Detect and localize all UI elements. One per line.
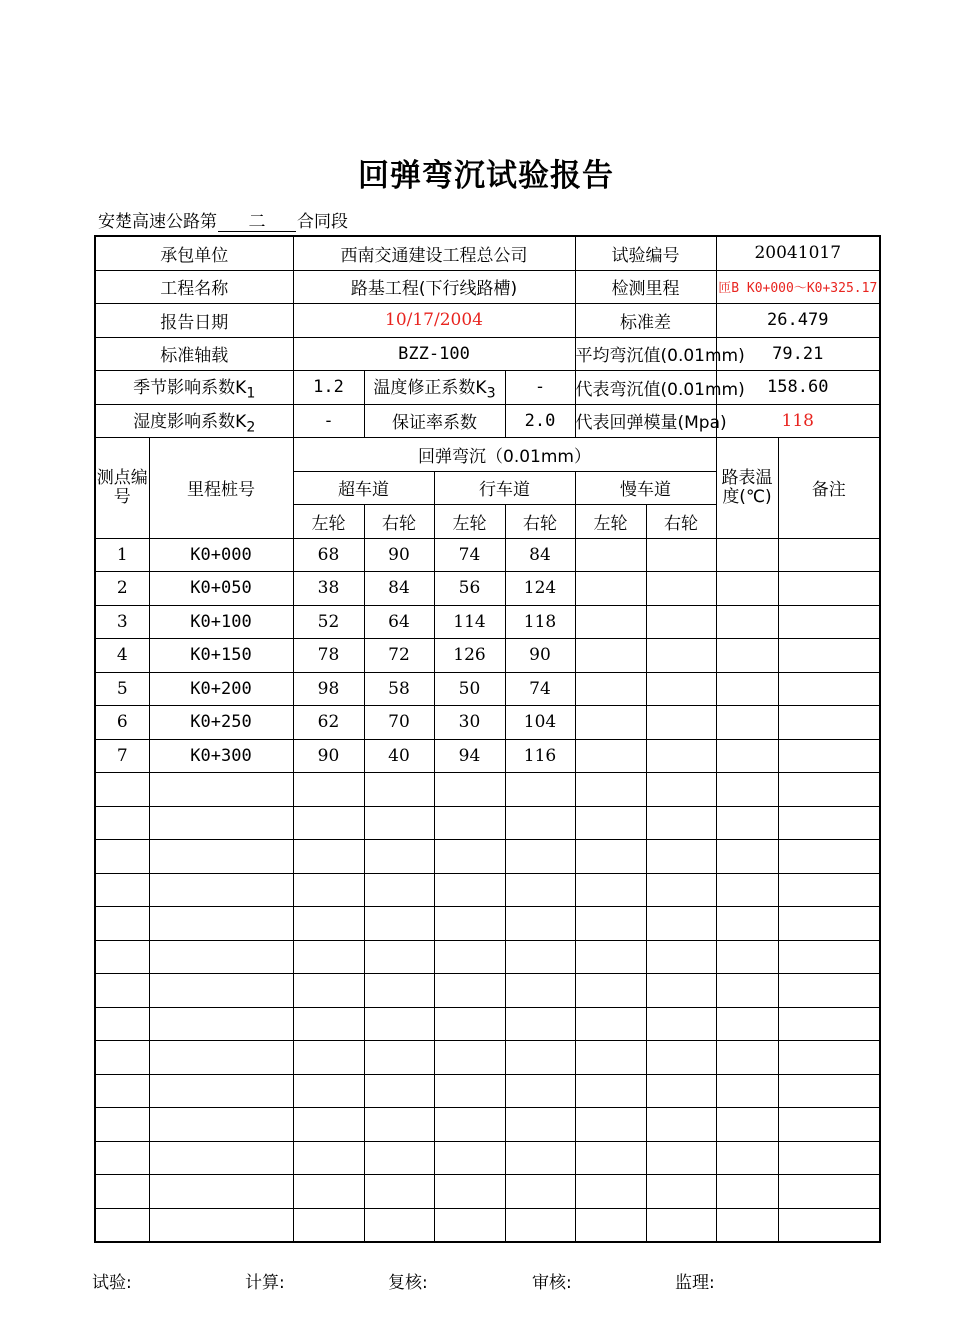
deflection-cell xyxy=(364,1141,434,1175)
left-wheel-header: 左轮 xyxy=(434,505,505,539)
table-row xyxy=(95,840,880,874)
deflection-cell xyxy=(575,639,646,673)
k2-label: 湿度影响系数$K_2$ xyxy=(95,404,293,438)
temp-cell xyxy=(716,739,778,773)
deflection-cell xyxy=(646,940,716,974)
deflection-cell xyxy=(646,1108,716,1142)
deflection-cell xyxy=(646,572,716,606)
deflection-cell xyxy=(575,605,646,639)
info-row-contractor xyxy=(95,236,880,270)
deflection-cell xyxy=(646,873,716,907)
lane-driving-header: 行车道 xyxy=(434,471,575,505)
deflection-cell xyxy=(575,672,646,706)
contract-section xyxy=(98,207,348,232)
point-no-cell xyxy=(95,1007,149,1041)
deflection-cell: 84 xyxy=(505,538,575,572)
deflection-cell xyxy=(646,739,716,773)
project-value: 路基工程(下行线路槽) xyxy=(293,270,575,304)
deflection-cell xyxy=(434,1041,505,1075)
remarks-cell xyxy=(778,706,880,740)
deflection-header: 回弹弯沉（0.01mm） xyxy=(293,438,716,472)
point-no-cell: 6 xyxy=(95,706,149,740)
remarks-header: 备注 xyxy=(778,438,880,539)
remarks-cell xyxy=(778,538,880,572)
deflection-cell xyxy=(434,873,505,907)
deflection-cell: 84 xyxy=(364,572,434,606)
deflection-cell xyxy=(646,639,716,673)
deflection-cell xyxy=(364,1074,434,1108)
station-cell xyxy=(149,1175,293,1209)
signature-tester: 试验: xyxy=(92,1273,132,1293)
deflection-cell xyxy=(646,1041,716,1075)
avg-deflection-value: 79.21 xyxy=(716,337,880,371)
left-wheel-header: 左轮 xyxy=(293,505,364,539)
deflection-cell xyxy=(293,1175,364,1209)
station-cell xyxy=(149,1074,293,1108)
station-cell xyxy=(149,840,293,874)
table-row xyxy=(95,1007,880,1041)
temp-cell xyxy=(716,672,778,706)
temp-cell xyxy=(716,1074,778,1108)
deflection-cell xyxy=(575,1175,646,1209)
temp-cell xyxy=(716,907,778,941)
table-row xyxy=(95,605,880,639)
temp-cell xyxy=(716,639,778,673)
station-cell xyxy=(149,873,293,907)
deflection-cell: 124 xyxy=(505,572,575,606)
deflection-cell xyxy=(646,840,716,874)
table-row xyxy=(95,773,880,807)
table-row xyxy=(95,1208,880,1242)
modulus-value: 118 xyxy=(716,404,880,438)
k2-value: - xyxy=(293,404,364,438)
deflection-cell xyxy=(293,1074,364,1108)
deflection-cell: 90 xyxy=(505,639,575,673)
deflection-cell: 38 xyxy=(293,572,364,606)
temp-cell xyxy=(716,873,778,907)
station-cell xyxy=(149,1108,293,1142)
station-cell: K0+250 xyxy=(149,706,293,740)
remarks-cell xyxy=(778,1108,880,1142)
remarks-cell xyxy=(778,940,880,974)
table-row xyxy=(95,706,880,740)
deflection-cell xyxy=(364,773,434,807)
deflection-cell xyxy=(575,1007,646,1041)
signature-review: 审核: xyxy=(532,1273,572,1293)
deflection-cell xyxy=(505,1208,575,1242)
remarks-cell xyxy=(778,672,880,706)
header-row-1 xyxy=(95,438,880,472)
std-dev-value: 26.479 xyxy=(716,304,880,338)
deflection-cell xyxy=(575,840,646,874)
deflection-cell xyxy=(364,1007,434,1041)
deflection-cell xyxy=(434,1175,505,1209)
table-row xyxy=(95,1041,880,1075)
deflection-cell: 90 xyxy=(364,538,434,572)
deflection-cell: 68 xyxy=(293,538,364,572)
deflection-cell: 74 xyxy=(505,672,575,706)
table-row xyxy=(95,572,880,606)
deflection-cell xyxy=(434,1074,505,1108)
deflection-cell xyxy=(505,806,575,840)
deflection-cell xyxy=(434,806,505,840)
table-row xyxy=(95,1175,880,1209)
deflection-cell xyxy=(646,806,716,840)
station-cell xyxy=(149,940,293,974)
deflection-cell xyxy=(646,974,716,1008)
deflection-cell xyxy=(505,1108,575,1142)
point-no-header: 测点编号 xyxy=(95,438,149,539)
deflection-cell xyxy=(293,1007,364,1041)
deflection-cell xyxy=(646,672,716,706)
temp-header: 路表温度(℃) xyxy=(716,438,778,539)
point-no-cell xyxy=(95,840,149,874)
point-no-cell xyxy=(95,1041,149,1075)
point-no-cell: 7 xyxy=(95,739,149,773)
report-table xyxy=(94,235,881,1243)
deflection-cell: 30 xyxy=(434,706,505,740)
table-row xyxy=(95,538,880,572)
contractor-value: 西南交通建设工程总公司 xyxy=(293,236,575,270)
deflection-cell xyxy=(646,773,716,807)
left-wheel-header: 左轮 xyxy=(575,505,646,539)
table-row xyxy=(95,1141,880,1175)
deflection-cell: 78 xyxy=(293,639,364,673)
deflection-cell: 98 xyxy=(293,672,364,706)
point-no-cell xyxy=(95,1108,149,1142)
station-cell: K0+200 xyxy=(149,672,293,706)
deflection-cell xyxy=(575,806,646,840)
remarks-cell xyxy=(778,1208,880,1242)
deflection-cell xyxy=(575,1141,646,1175)
deflection-cell xyxy=(364,806,434,840)
deflection-cell xyxy=(575,873,646,907)
point-no-cell: 1 xyxy=(95,538,149,572)
deflection-cell: 104 xyxy=(505,706,575,740)
deflection-cell: 74 xyxy=(434,538,505,572)
deflection-cell xyxy=(434,1141,505,1175)
deflection-cell xyxy=(575,538,646,572)
table-row xyxy=(95,806,880,840)
deflection-cell xyxy=(434,773,505,807)
station-header: 里程桩号 xyxy=(149,438,293,539)
temp-cell xyxy=(716,1007,778,1041)
remarks-cell xyxy=(778,974,880,1008)
remarks-cell xyxy=(778,605,880,639)
k3-value: - xyxy=(505,371,575,405)
deflection-cell xyxy=(575,572,646,606)
remarks-cell xyxy=(778,1007,880,1041)
right-wheel-header: 右轮 xyxy=(646,505,716,539)
right-wheel-header: 右轮 xyxy=(505,505,575,539)
temp-cell xyxy=(716,1141,778,1175)
station-cell: K0+100 xyxy=(149,605,293,639)
point-no-cell xyxy=(95,940,149,974)
station-cell xyxy=(149,907,293,941)
point-no-cell xyxy=(95,773,149,807)
rep-deflection-value: 158.60 xyxy=(716,371,880,405)
info-row-axle xyxy=(95,337,880,371)
deflection-cell xyxy=(575,773,646,807)
axle-value: BZZ-100 xyxy=(293,337,575,371)
station-cell xyxy=(149,1041,293,1075)
table-row xyxy=(95,1108,880,1142)
deflection-cell xyxy=(575,1074,646,1108)
deflection-cell xyxy=(434,1108,505,1142)
temp-cell xyxy=(716,572,778,606)
remarks-cell xyxy=(778,806,880,840)
deflection-cell xyxy=(505,1007,575,1041)
deflection-cell xyxy=(293,1041,364,1075)
deflection-cell xyxy=(646,538,716,572)
table-row xyxy=(95,739,880,773)
table-row xyxy=(95,974,880,1008)
remarks-cell xyxy=(778,572,880,606)
deflection-cell xyxy=(364,1175,434,1209)
avg-deflection-label: 平均弯沉值(0.01mm) xyxy=(575,337,716,371)
deflection-cell: 52 xyxy=(293,605,364,639)
deflection-cell xyxy=(575,907,646,941)
deflection-cell xyxy=(505,773,575,807)
deflection-cell xyxy=(293,1108,364,1142)
temp-cell xyxy=(716,538,778,572)
station-cell: K0+150 xyxy=(149,639,293,673)
axle-label: 标准轴载 xyxy=(95,337,293,371)
temp-cell xyxy=(716,806,778,840)
deflection-cell xyxy=(434,940,505,974)
point-no-cell: 5 xyxy=(95,672,149,706)
deflection-cell: 58 xyxy=(364,672,434,706)
chainage-value: 匝B K0+000～K0+325.17 xyxy=(716,270,880,304)
deflection-cell xyxy=(575,940,646,974)
deflection-cell xyxy=(646,1007,716,1041)
temp-cell xyxy=(716,1108,778,1142)
temp-cell xyxy=(716,605,778,639)
deflection-cell xyxy=(364,1208,434,1242)
deflection-cell xyxy=(364,840,434,874)
info-row-k2 xyxy=(95,404,880,438)
point-no-cell xyxy=(95,907,149,941)
station-cell: K0+050 xyxy=(149,572,293,606)
right-wheel-header: 右轮 xyxy=(364,505,434,539)
deflection-cell: 40 xyxy=(364,739,434,773)
temp-cell xyxy=(716,1175,778,1209)
deflection-cell: 118 xyxy=(505,605,575,639)
remarks-cell xyxy=(778,639,880,673)
deflection-cell: 90 xyxy=(293,739,364,773)
guarantee-label: 保证率系数 xyxy=(364,404,505,438)
deflection-cell xyxy=(293,840,364,874)
deflection-cell: 114 xyxy=(434,605,505,639)
station-cell xyxy=(149,1007,293,1041)
table-row xyxy=(95,672,880,706)
remarks-cell xyxy=(778,1074,880,1108)
temp-cell xyxy=(716,1208,778,1242)
deflection-cell xyxy=(293,1141,364,1175)
deflection-cell: 64 xyxy=(364,605,434,639)
test-no-value: 20041017 xyxy=(716,236,880,270)
date-label: 报告日期 xyxy=(95,304,293,338)
point-no-cell xyxy=(95,1175,149,1209)
deflection-cell: 56 xyxy=(434,572,505,606)
table-row xyxy=(95,940,880,974)
modulus-label: 代表回弹模量(Mpa) xyxy=(575,404,716,438)
deflection-cell xyxy=(293,940,364,974)
guarantee-value: 2.0 xyxy=(505,404,575,438)
deflection-cell xyxy=(505,1175,575,1209)
point-no-cell: 4 xyxy=(95,639,149,673)
std-dev-label: 标准差 xyxy=(575,304,716,338)
k1-label: 季节影响系数$K_1$ xyxy=(95,371,293,405)
deflection-cell: 62 xyxy=(293,706,364,740)
lane-passing-header: 超车道 xyxy=(293,471,434,505)
project-label: 工程名称 xyxy=(95,270,293,304)
temp-cell xyxy=(716,974,778,1008)
deflection-cell xyxy=(505,907,575,941)
station-cell: K0+300 xyxy=(149,739,293,773)
remarks-cell xyxy=(778,1041,880,1075)
remarks-cell xyxy=(778,773,880,807)
deflection-cell xyxy=(505,1041,575,1075)
remarks-cell xyxy=(778,873,880,907)
point-no-cell xyxy=(95,1074,149,1108)
deflection-cell xyxy=(505,1141,575,1175)
deflection-cell xyxy=(364,1108,434,1142)
point-no-cell: 2 xyxy=(95,572,149,606)
deflection-cell xyxy=(434,840,505,874)
deflection-cell xyxy=(293,773,364,807)
section-number: 二 xyxy=(218,213,296,232)
table-row xyxy=(95,907,880,941)
point-no-cell xyxy=(95,873,149,907)
station-cell xyxy=(149,806,293,840)
temp-cell xyxy=(716,840,778,874)
deflection-cell: 94 xyxy=(434,739,505,773)
temp-cell xyxy=(716,1041,778,1075)
date-value: 10/17/2004 xyxy=(293,304,575,338)
station-cell: K0+000 xyxy=(149,538,293,572)
point-no-cell xyxy=(95,806,149,840)
point-no-cell xyxy=(95,1141,149,1175)
signature-check: 复核: xyxy=(388,1273,428,1293)
deflection-cell xyxy=(646,1074,716,1108)
deflection-cell xyxy=(575,974,646,1008)
info-row-project xyxy=(95,270,880,304)
deflection-cell xyxy=(575,706,646,740)
deflection-cell xyxy=(575,1041,646,1075)
deflection-cell xyxy=(293,907,364,941)
deflection-cell xyxy=(505,940,575,974)
deflection-cell: 126 xyxy=(434,639,505,673)
deflection-cell xyxy=(364,1041,434,1075)
deflection-cell: 70 xyxy=(364,706,434,740)
deflection-cell xyxy=(646,1141,716,1175)
deflection-cell xyxy=(364,974,434,1008)
lane-slow-header: 慢车道 xyxy=(575,471,716,505)
point-no-cell xyxy=(95,974,149,1008)
deflection-cell xyxy=(646,1175,716,1209)
section-suffix: 合同段 xyxy=(297,212,348,232)
deflection-cell xyxy=(646,907,716,941)
report-title: 回弹弯沉试验报告 xyxy=(358,158,614,194)
rep-deflection-label: 代表弯沉值(0.01mm) xyxy=(575,371,716,405)
deflection-cell xyxy=(646,605,716,639)
deflection-cell xyxy=(293,873,364,907)
deflection-cell xyxy=(505,974,575,1008)
test-no-label: 试验编号 xyxy=(575,236,716,270)
deflection-cell: 116 xyxy=(505,739,575,773)
deflection-cell xyxy=(505,1074,575,1108)
deflection-cell xyxy=(364,907,434,941)
deflection-cell xyxy=(575,1208,646,1242)
remarks-cell xyxy=(778,840,880,874)
chainage-label: 检测里程 xyxy=(575,270,716,304)
temp-cell xyxy=(716,706,778,740)
section-prefix: 安楚高速公路第 xyxy=(98,212,217,232)
remarks-cell xyxy=(778,1141,880,1175)
deflection-cell xyxy=(575,739,646,773)
deflection-cell xyxy=(434,974,505,1008)
deflection-cell xyxy=(434,1208,505,1242)
deflection-cell: 72 xyxy=(364,639,434,673)
station-cell xyxy=(149,1141,293,1175)
deflection-cell xyxy=(505,873,575,907)
station-cell xyxy=(149,1208,293,1242)
point-no-cell: 3 xyxy=(95,605,149,639)
deflection-cell xyxy=(434,1007,505,1041)
table-row xyxy=(95,1074,880,1108)
remarks-cell xyxy=(778,739,880,773)
deflection-cell xyxy=(646,706,716,740)
deflection-cell xyxy=(434,907,505,941)
deflection-cell xyxy=(364,940,434,974)
remarks-cell xyxy=(778,907,880,941)
deflection-cell xyxy=(293,1208,364,1242)
info-row-date xyxy=(95,304,880,338)
temp-cell xyxy=(716,940,778,974)
station-cell xyxy=(149,773,293,807)
deflection-cell xyxy=(293,806,364,840)
signature-supervisor: 监理: xyxy=(675,1273,715,1293)
deflection-cell xyxy=(505,840,575,874)
info-row-k1 xyxy=(95,371,880,405)
contractor-label: 承包单位 xyxy=(95,236,293,270)
signature-calc: 计算: xyxy=(245,1273,285,1293)
point-no-cell xyxy=(95,1208,149,1242)
table-row xyxy=(95,639,880,673)
table-row xyxy=(95,873,880,907)
temp-cell xyxy=(716,773,778,807)
station-cell xyxy=(149,974,293,1008)
deflection-cell xyxy=(364,873,434,907)
deflection-cell xyxy=(575,1108,646,1142)
deflection-cell xyxy=(646,1208,716,1242)
remarks-cell xyxy=(778,1175,880,1209)
k1-value: 1.2 xyxy=(293,371,364,405)
deflection-cell: 50 xyxy=(434,672,505,706)
deflection-cell xyxy=(293,974,364,1008)
k3-label: 温度修正系数$K_3$ xyxy=(364,371,505,405)
